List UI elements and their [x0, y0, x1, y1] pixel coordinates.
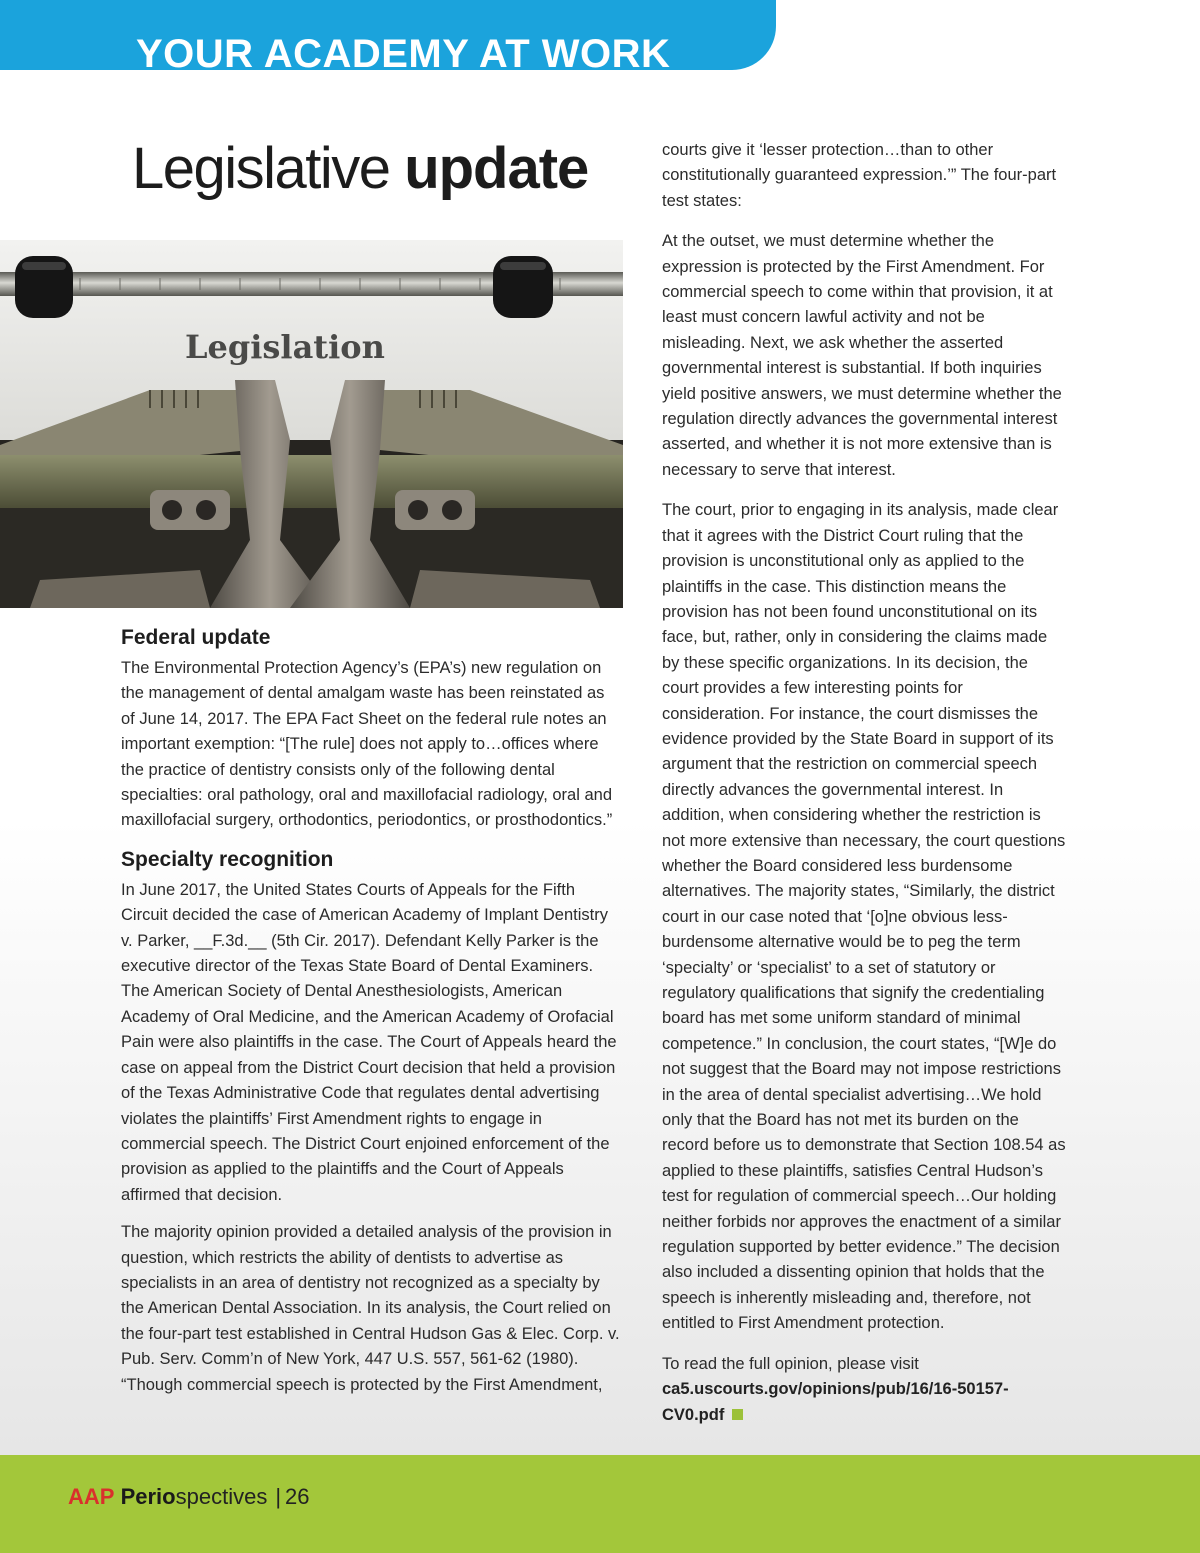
- page-title-bold: update: [404, 136, 589, 201]
- opinion-link[interactable]: ca5.uscourts.gov/opinions/pub/16/16-50157-CV0.pdf: [662, 1380, 1009, 1424]
- page-title-regular: Legislative: [132, 136, 390, 201]
- photo-legislation-label: Legislation: [185, 328, 385, 366]
- footer-separator: |: [275, 1484, 282, 1509]
- specialty-recognition-heading: Specialty recognition: [121, 847, 334, 871]
- full-opinion-paragraph: [662, 1352, 1067, 1428]
- right-paragraph-1: courts give it ‘lesser protection…than to other constitutionally guaranteed expression.’” The four-part test states:: [662, 141, 1057, 210]
- full-opinion-intro: To read the full opinion, please visit: [662, 1354, 919, 1373]
- four-part-test-quote: At the outset, we must determine whether the expression is protected by the First Amendment. For commercial speech to come within that provision, it at least must concern lawful activity and not be misleading. Next, we ask whether the asserted governmental interest is substantial. If both inquiries yield positive answers, we must determine whether the regulation directly advances the governmental interest asserted, and whether it is not more extensive than is necessary to serve that interest.: [662, 232, 1062, 479]
- typewriter-photo: [0, 240, 623, 608]
- specialty-paragraph-2: The majority opinion provided a detailed analysis of the provision in question, which restricts the ability of dentists to advertise as specialists in an area of dentistry not recognized as a specialty by the American Dental Association. In its analysis, the Court relied on the four-part test established in Central Hudson Gas & Elec. Corp. v. Pub. Serv. Comm’n of New York, 447 U.S. 557, 561-62 (1980). “Though commercial speech is protected by the First Amendment,: [121, 1223, 620, 1394]
- right-column: [662, 138, 1067, 1443]
- footer-brand-aap: AAP: [68, 1484, 115, 1509]
- right-paragraph-3: The court, prior to engaging in its analysis, made clear that it agrees with the District Court ruling that the provision is unconstitutional only as applied to the plaintiffs in the case. This distinction means the provision has not been found unconstitutional on its face, but, rather, only in considering the claims made by these specific organizations. In its decision, the court provides a few interesting points for consideration. For instance, the court dismisses the evidence provided by the State Board in support of its argument that the restriction on commercial speech directly advances the governmental interest. In addition, when considering whether the restriction is not more extensive than necessary, the court questions whether the Board considered less burdensome alternatives. The majority states, “Similarly, the district court in our case noted that ‘[o]ne obvious less-burdensome alternative would be to peg the term ‘specialty’ or ‘specialist’ to a set of statutory or regulatory qualifications that signify the credentialing board has met some uniform standard of minimal competence.” In conclusion, the court states, “[W]e do not suggest that the Board may not impose restrictions in the area of dental specialist advertising…We hold only that the Board has not met its burden on the record before us to demonstrate that Section 108.54 as applied to these plaintiffs, satisfies Central Hudson’s test for regulation of commercial speech…Our holding neither forbids nor approves the enactment of a similar regulation supported by better evidence.” The decision also included a dissenting opinion that holds that the speech is inherently misleading and, therefore, not entitled to First Amendment protection.: [662, 501, 1066, 1333]
- end-of-article-square-icon: [732, 1409, 743, 1420]
- page-title: [132, 134, 588, 204]
- page-footer: [68, 1482, 310, 1512]
- section-banner-title: YOUR ACADEMY AT WORK: [136, 32, 671, 70]
- section-banner: [0, 0, 776, 70]
- page-number: 26: [285, 1484, 310, 1509]
- federal-update-paragraph: The Environmental Protection Agency’s (EPA’s) new regulation on the management of dental amalgam waste has been reinstated as of June 14, 2017. The EPA Fact Sheet on the federal rule notes an important exemption: “[The rule] does not apply to…offices where the practice of dentistry consists only of the following dental specialties: oral pathology, oral and maxillofacial radiology, oral and maxillofacial surgery, orthodontics, periodontics, or prosthodontics.”: [121, 659, 613, 830]
- left-column: [121, 624, 621, 1410]
- footer-brand-spectives: spectives: [175, 1484, 268, 1509]
- specialty-paragraph-1: In June 2017, the United States Courts of Appeals for the Fifth Circuit decided the case of American Academy of Implant Dentistry v. Parker, __F.3d.__ (5th Cir. 2017). Defendant Kelly Parker is the executive director of the Texas State Board of Dental Examiners. The American Society of Dental Anesthesiologists, American Academy of Oral Medicine, and the American Academy of Orofacial Pain were also plaintiffs in the case. The Court of Appeals heard the case on appeal from the District Court decision that held a provision of the Texas Administrative Code that regulates dental advertising violates the plaintiffs’ First Amendment rights to engage in commercial speech. The District Court enjoined enforcement of the provision as applied to the plaintiffs and the Court of Appeals affirmed that decision.: [121, 880, 617, 1204]
- footer-brand-perio: Perio: [120, 1484, 176, 1509]
- federal-update-heading: Federal update: [121, 626, 271, 649]
